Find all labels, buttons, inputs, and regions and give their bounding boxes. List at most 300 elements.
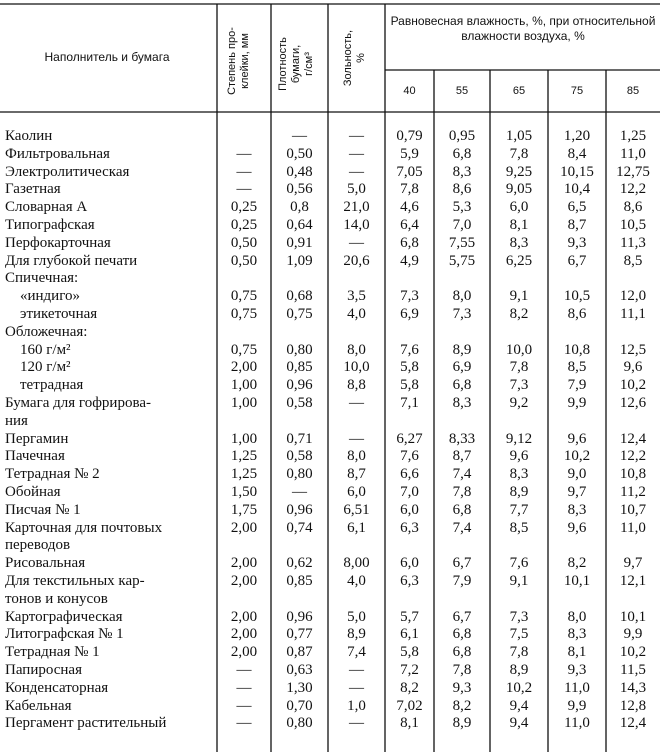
cell-h85: 11,2 — [620, 483, 646, 500]
table-row — [0, 146, 660, 164]
cell-sizing: 0,75 — [230, 288, 258, 305]
cell-sizing: — — [236, 181, 252, 198]
cell-ash: 6,51 — [343, 501, 370, 518]
cell-h75: 11,0 — [564, 715, 590, 732]
cell-h65: 6,0 — [509, 199, 529, 216]
cell-sizing: 2,00 — [230, 572, 258, 589]
material-name: Обойная — [5, 483, 61, 500]
cell-sizing: 1,25 — [230, 448, 258, 465]
cell-sizing: 0,75 — [230, 341, 258, 358]
material-name: тонов и конусов — [5, 590, 108, 607]
rh-55-header: 55 — [455, 85, 469, 97]
cell-density: 0,80 — [286, 466, 313, 483]
cell-h55: 8,9 — [452, 341, 472, 358]
cell-h65: 10,2 — [505, 679, 533, 696]
cell-density: 0,62 — [286, 555, 313, 572]
cell-h40: 5,9 — [400, 145, 419, 162]
material-name: Пергамент растительный — [5, 715, 167, 732]
cell-h40: 4,6 — [400, 199, 419, 216]
material-name: «индиго» — [20, 288, 80, 305]
cell-h85: 12,2 — [619, 448, 647, 465]
cell-density: 0,77 — [286, 626, 313, 643]
cell-h55: 6,8 — [452, 501, 472, 518]
cell-h75: 8,1 — [567, 644, 587, 661]
cell-ash: 4,0 — [347, 305, 366, 322]
cell-h65: 8,9 — [509, 483, 529, 500]
cell-h75: 8,6 — [567, 305, 587, 322]
cell-h65: 7,5 — [509, 626, 529, 643]
cell-ash: — — [349, 394, 364, 411]
table-row — [0, 306, 660, 324]
cell-h85: 12,6 — [619, 394, 647, 411]
cell-h55: 8,3 — [452, 163, 472, 180]
cell-h55: 8,9 — [452, 715, 472, 732]
cell-h75: 9,3 — [567, 234, 587, 251]
material-name: Спичечная: — [5, 270, 79, 287]
table-row — [0, 199, 660, 217]
cell-sizing: 0,25 — [230, 199, 258, 216]
cell-h40: 0,79 — [396, 128, 423, 144]
cell-density: 0,48 — [286, 163, 313, 180]
material-name: Бумага для гофрирова- — [5, 394, 151, 411]
material-name: Кабельная — [5, 697, 72, 714]
cell-h85: 10,2 — [619, 644, 647, 661]
cell-h75: 6,5 — [567, 199, 587, 216]
cell-sizing: 2,00 — [230, 555, 258, 572]
material-name: Обложечная: — [5, 323, 88, 340]
cell-ash: 21,0 — [343, 199, 370, 216]
cell-h85: 12,4 — [619, 430, 647, 447]
cell-h55: 8,0 — [452, 288, 472, 305]
cell-h65: 9,4 — [509, 697, 529, 714]
cell-h55: 6,8 — [452, 145, 472, 162]
table-row — [0, 715, 660, 733]
cell-h85: 11,3 — [620, 234, 646, 251]
cell-h85: 12,5 — [619, 341, 647, 358]
cell-density: 0,64 — [286, 216, 313, 233]
cell-h65: 8,9 — [509, 661, 529, 678]
table-row — [0, 253, 660, 271]
cell-h85: 12,4 — [619, 715, 647, 732]
rh-40-header: 40 — [403, 85, 416, 97]
material-name: Пергамин — [5, 430, 69, 447]
cell-h65: 7,8 — [509, 359, 529, 376]
cell-sizing: — — [236, 679, 252, 696]
cell-h40: 4,9 — [400, 252, 419, 269]
table-row — [0, 217, 660, 235]
cell-h40: 6,0 — [400, 555, 419, 572]
cell-density: 0,85 — [286, 359, 313, 376]
material-name: Тетрадная № 2 — [5, 466, 100, 483]
table-row — [0, 164, 660, 182]
cell-h40: 8,1 — [400, 715, 419, 732]
cell-h55: 8,6 — [452, 181, 472, 198]
cell-h40: 6,4 — [400, 216, 419, 233]
cell-h85: 9,9 — [623, 626, 643, 643]
cell-ash: 8,0 — [347, 341, 366, 358]
cell-h65: 9,12 — [505, 430, 533, 447]
material-name: Фильтровальная — [5, 145, 110, 162]
cell-h40: 6,3 — [400, 572, 419, 589]
cell-ash: — — [349, 163, 364, 180]
cell-h55: 8,3 — [452, 394, 472, 411]
cell-density: — — [292, 128, 307, 144]
table-row — [0, 644, 660, 662]
cell-h75: 9,6 — [567, 430, 587, 447]
cell-h65: 7,3 — [509, 377, 529, 394]
cell-h75: 9,0 — [567, 466, 587, 483]
cell-h55: 7,55 — [448, 234, 476, 251]
cell-h85: 9,6 — [623, 359, 643, 376]
table-row — [0, 181, 660, 199]
cell-density: 0,71 — [286, 430, 313, 447]
cell-h75: 1,20 — [563, 128, 591, 144]
table-row — [0, 431, 660, 449]
cell-density: 0,80 — [286, 715, 313, 732]
cell-h75: 10,15 — [560, 163, 594, 180]
cell-ash: — — [349, 128, 364, 144]
cell-density: 0,68 — [286, 288, 313, 305]
cell-h85: 14,3 — [619, 679, 647, 696]
cell-h75: 8,7 — [567, 216, 587, 233]
cell-ash: — — [349, 715, 364, 732]
rh-85-header: 85 — [626, 85, 640, 97]
cell-density: 0,87 — [286, 644, 313, 661]
cell-h40: 7,05 — [396, 163, 423, 180]
material-name: Конденсаторная — [5, 679, 109, 696]
cell-h75: 9,6 — [567, 519, 587, 536]
cell-h85: 10,5 — [619, 216, 647, 233]
rh-65-header: 65 — [512, 85, 526, 97]
material-name: Словарная А — [5, 199, 88, 216]
material-name: Пачечная — [5, 448, 65, 465]
cell-h55: 6,8 — [452, 377, 472, 394]
cell-sizing: 1,00 — [230, 377, 258, 394]
cell-h40: 7,3 — [400, 288, 419, 305]
material-name: этикеточная — [20, 305, 98, 322]
cell-sizing: 2,00 — [230, 644, 258, 661]
cell-sizing: 2,00 — [230, 519, 258, 536]
cell-h65: 8,3 — [509, 234, 529, 251]
cell-h85: 11,1 — [620, 305, 646, 322]
material-name: Типографская — [5, 216, 95, 233]
cell-density: 0,56 — [286, 181, 313, 198]
cell-ash: 8,9 — [347, 626, 366, 643]
cell-h55: 5,75 — [448, 252, 476, 269]
cell-h40: 5,7 — [400, 608, 419, 625]
table-row — [0, 466, 660, 484]
cell-ash: — — [349, 234, 364, 251]
cell-density: 0,85 — [286, 572, 313, 589]
cell-h55: 6,8 — [452, 626, 472, 643]
table-row — [0, 591, 660, 609]
cell-h85: 10,8 — [619, 466, 647, 483]
cell-h85: 12,2 — [619, 181, 647, 198]
table-row — [0, 484, 660, 502]
cell-h65: 10,0 — [505, 341, 533, 358]
table-body — [0, 128, 660, 733]
cell-density: 0,96 — [286, 608, 313, 625]
cell-sizing: — — [236, 715, 252, 732]
cell-h55: 7,3 — [452, 305, 472, 322]
cell-h65: 7,8 — [509, 644, 529, 661]
cell-h75: 7,9 — [567, 377, 587, 394]
cell-h75: 6,7 — [567, 252, 587, 269]
cell-h85: 11,0 — [620, 519, 646, 536]
cell-h85: 12,8 — [619, 697, 647, 714]
cell-density: 0,96 — [286, 501, 313, 518]
cell-h55: 0,95 — [448, 128, 476, 144]
cell-ash: — — [349, 661, 364, 678]
cell-h65: 9,05 — [505, 181, 533, 198]
cell-h55: 8,7 — [452, 448, 472, 465]
cell-h40: 6,6 — [400, 466, 419, 483]
table-row — [0, 377, 660, 395]
table-row — [0, 270, 660, 288]
material-name: Перфокарточная — [5, 234, 111, 251]
cell-sizing: — — [236, 163, 252, 180]
cell-density: 0,80 — [286, 341, 313, 358]
material-name: ния — [5, 412, 28, 429]
cell-density: 0,75 — [286, 305, 313, 322]
cell-h65: 9,4 — [509, 715, 529, 732]
cell-h55: 6,9 — [452, 359, 472, 376]
table-row — [0, 288, 660, 306]
table-row — [0, 359, 660, 377]
cell-sizing: 1,00 — [230, 394, 258, 411]
cell-ash: 6,1 — [347, 519, 366, 536]
material-name: 120 г/м² — [20, 359, 71, 376]
table-row — [0, 413, 660, 431]
cell-ash: 5,0 — [347, 181, 366, 198]
cell-sizing: 1,25 — [230, 466, 258, 483]
cell-h55: 7,4 — [452, 466, 472, 483]
table-row — [0, 324, 660, 342]
cell-h85: 8,5 — [623, 252, 643, 269]
cell-sizing: 0,75 — [230, 305, 258, 322]
cell-h40: 7,2 — [400, 661, 419, 678]
table-row — [0, 680, 660, 698]
cell-density: 0,91 — [286, 234, 313, 251]
cell-h85: 1,25 — [619, 128, 647, 144]
cell-h85: 8,6 — [623, 199, 643, 216]
cell-h55: 7,9 — [452, 572, 472, 589]
cell-h85: 11,5 — [620, 661, 646, 678]
material-name: переводов — [5, 537, 71, 554]
cell-h40: 7,6 — [400, 448, 419, 465]
cell-ash: 3,5 — [347, 288, 366, 305]
material-name: Картографическая — [5, 608, 123, 625]
cell-sizing: 0,50 — [230, 234, 258, 251]
table-row — [0, 698, 660, 716]
material-name: 160 г/м² — [20, 341, 71, 358]
cell-sizing: — — [236, 145, 252, 162]
cell-h40: 7,02 — [396, 697, 423, 714]
density-header: Плотность бумаги, г/см³ — [277, 37, 315, 91]
cell-h85: 12,1 — [619, 572, 647, 589]
cell-h40: 6,9 — [400, 305, 419, 322]
cell-h40: 6,27 — [396, 430, 423, 447]
cell-h65: 8,2 — [509, 305, 529, 322]
cell-ash: 7,4 — [347, 644, 366, 661]
cell-h55: 6,8 — [452, 644, 472, 661]
table-row — [0, 555, 660, 573]
cell-h65: 8,1 — [509, 216, 529, 233]
cell-h55: 8,2 — [452, 697, 472, 714]
material-name: Газетная — [5, 181, 61, 198]
material-name: тетрадная — [20, 377, 84, 394]
material-name: Тетрадная № 1 — [5, 644, 100, 661]
table-row — [0, 448, 660, 466]
material-name: Рисовальная — [5, 555, 86, 572]
cell-ash: 5,0 — [347, 608, 366, 625]
material-column-header: Наполнитель и бумага — [44, 50, 170, 64]
cell-ash: 8,00 — [343, 555, 370, 572]
cell-sizing: — — [236, 661, 252, 678]
cell-h40: 7,0 — [400, 483, 419, 500]
cell-h65: 9,6 — [509, 448, 529, 465]
cell-h75: 10,8 — [563, 341, 591, 358]
cell-h40: 7,8 — [400, 181, 419, 198]
cell-sizing: 1,00 — [230, 430, 258, 447]
cell-density: 0,58 — [286, 394, 313, 411]
cell-density: 0,8 — [290, 199, 309, 216]
cell-h65: 1,05 — [505, 128, 533, 144]
cell-ash: 20,6 — [343, 252, 370, 269]
cell-h75: 10,5 — [563, 288, 591, 305]
cell-h55: 7,4 — [452, 519, 472, 536]
cell-h75: 10,1 — [563, 572, 591, 589]
cell-h65: 7,7 — [509, 501, 529, 518]
table-row — [0, 662, 660, 680]
cell-ash: 10,0 — [343, 359, 370, 376]
ash-content-header: Зольность, % — [342, 29, 367, 87]
cell-sizing: 2,00 — [230, 608, 258, 625]
cell-h40: 8,2 — [400, 679, 419, 696]
cell-h85: 12,75 — [616, 163, 650, 180]
table-row — [0, 395, 660, 413]
cell-sizing: 2,00 — [230, 359, 258, 376]
cell-ash: 8,7 — [347, 466, 366, 483]
material-name: Для текстильных кар- — [5, 572, 145, 589]
cell-h65: 8,3 — [509, 466, 529, 483]
sizing-degree-header: Степень про- клейки, мм — [226, 27, 251, 95]
cell-h65: 7,8 — [509, 145, 529, 162]
cell-h65: 9,25 — [505, 163, 533, 180]
cell-ash: 4,0 — [347, 572, 366, 589]
cell-h65: 9,1 — [509, 572, 529, 589]
material-name: Писчая № 1 — [5, 501, 81, 518]
cell-h40: 5,8 — [400, 644, 419, 661]
cell-h55: 6,7 — [452, 555, 472, 572]
cell-h75: 9,9 — [567, 394, 587, 411]
table-row — [0, 502, 660, 520]
cell-ash: 14,0 — [343, 216, 370, 233]
cell-h40: 7,1 — [400, 394, 419, 411]
cell-h75: 10,2 — [563, 448, 591, 465]
cell-h75: 8,3 — [567, 501, 587, 518]
humidity-group-header: Равновесная влажность, %, при относительной влажности воздуха, % — [390, 14, 656, 43]
cell-density: 1,09 — [286, 252, 313, 269]
cell-h75: 8,3 — [567, 626, 587, 643]
table-row — [0, 626, 660, 644]
cell-h65: 8,5 — [509, 519, 529, 536]
cell-h85: 9,7 — [623, 555, 643, 572]
cell-h40: 5,8 — [400, 359, 419, 376]
cell-density: — — [292, 483, 307, 500]
cell-sizing: 2,00 — [230, 626, 258, 643]
cell-h55: 6,7 — [452, 608, 472, 625]
cell-h40: 6,3 — [400, 519, 419, 536]
cell-h85: 10,7 — [619, 501, 647, 518]
cell-h75: 11,0 — [564, 679, 590, 696]
cell-h75: 9,7 — [567, 483, 587, 500]
cell-sizing: — — [236, 697, 252, 714]
cell-h65: 9,2 — [509, 394, 529, 411]
table-row — [0, 537, 660, 555]
cell-h65: 7,3 — [509, 608, 529, 625]
cell-h55: 5,3 — [452, 199, 472, 216]
cell-h65: 7,6 — [509, 555, 529, 572]
material-name: Папиросная — [5, 661, 82, 678]
table-row — [0, 520, 660, 538]
cell-ash: 8,0 — [347, 448, 366, 465]
cell-ash: 6,0 — [347, 483, 366, 500]
cell-h75: 8,4 — [567, 145, 587, 162]
table-row — [0, 609, 660, 627]
cell-density: 0,58 — [286, 448, 313, 465]
cell-h65: 6,25 — [505, 252, 533, 269]
cell-h55: 7,8 — [452, 483, 472, 500]
table-row — [0, 342, 660, 360]
cell-h75: 8,2 — [567, 555, 587, 572]
cell-h40: 6,0 — [400, 501, 419, 518]
table-row — [0, 235, 660, 253]
cell-ash: 1,0 — [347, 697, 366, 714]
cell-h40: 5,8 — [400, 377, 419, 394]
cell-sizing: 1,50 — [230, 483, 258, 500]
cell-h75: 9,3 — [567, 661, 587, 678]
table-row — [0, 128, 660, 146]
cell-sizing: 1,75 — [230, 501, 258, 518]
material-name: Для глубокой печати — [5, 252, 138, 269]
cell-h75: 8,5 — [567, 359, 587, 376]
cell-ash: — — [349, 679, 364, 696]
rh-75-header: 75 — [570, 85, 584, 97]
cell-h55: 7,0 — [452, 216, 472, 233]
cell-h75: 10,4 — [563, 181, 591, 198]
cell-h85: 12,0 — [619, 288, 647, 305]
cell-density: 0,50 — [286, 145, 313, 162]
material-name: Каолин — [5, 128, 53, 144]
cell-h85: 10,2 — [619, 377, 647, 394]
cell-sizing: 0,25 — [230, 216, 258, 233]
cell-h40: 7,6 — [400, 341, 419, 358]
cell-sizing: 0,50 — [230, 252, 258, 269]
material-name: Электролитическая — [5, 163, 130, 180]
cell-density: 1,30 — [286, 679, 313, 696]
cell-ash: — — [349, 430, 364, 447]
cell-h55: 9,3 — [452, 679, 472, 696]
cell-h85: 11,0 — [620, 145, 646, 162]
cell-ash: 8,8 — [347, 377, 366, 394]
material-name: Литографская № 1 — [5, 626, 124, 643]
material-name: Карточная для почтовых — [5, 519, 163, 536]
cell-density: 0,70 — [286, 697, 313, 714]
table-row — [0, 573, 660, 591]
cell-density: 0,96 — [286, 377, 313, 394]
cell-ash: — — [349, 145, 364, 162]
